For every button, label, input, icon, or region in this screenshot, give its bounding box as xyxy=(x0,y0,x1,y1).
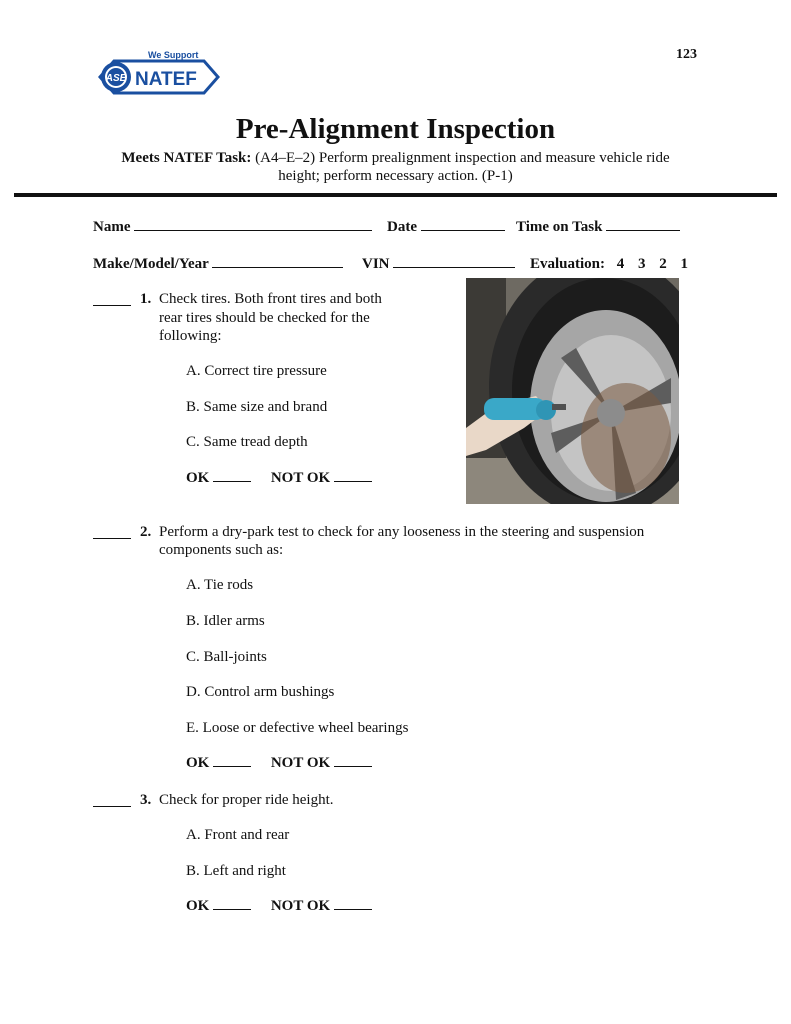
not-ok-label: NOT OK xyxy=(270,470,331,486)
item-2-number: 2. xyxy=(140,524,152,540)
task-text-1: (A4–E–2) Perform prealignment inspection and measure vehicle ride xyxy=(255,150,670,166)
not-ok-label: NOT OK xyxy=(270,755,331,771)
item-3-ok-line[interactable] xyxy=(213,908,251,910)
item-1-ok-row xyxy=(186,470,372,487)
item-2-line-1: Perform a dry-park test to check for any looseness in the steering and suspension xyxy=(159,524,645,540)
item-3-ok-row xyxy=(186,898,372,915)
ok-label: OK xyxy=(186,755,210,771)
item-1-not-ok-line[interactable] xyxy=(334,480,372,482)
task-line-2: height; perform necessary action. (P-1) xyxy=(278,168,513,184)
item-2-not-ok-line[interactable] xyxy=(334,765,372,767)
name-label: Name xyxy=(93,219,131,235)
date-label: Date xyxy=(387,219,417,235)
item-3-not-ok-line[interactable] xyxy=(334,908,372,910)
ase-badge-text: ASE xyxy=(105,73,127,84)
item-2-sub-d: D. Control arm bushings xyxy=(186,684,335,700)
item-2-sub-a: A. Tie rods xyxy=(186,577,254,593)
make-model-year-line[interactable] xyxy=(212,266,343,268)
natef-text: NATEF xyxy=(135,69,197,90)
page-number: 123 xyxy=(676,47,697,62)
item-1-line-1: Check tires. Both front tires and both xyxy=(159,291,382,307)
eval-score-4[interactable]: 4 xyxy=(616,256,625,272)
item-3-number: 3. xyxy=(140,792,152,808)
item-2-sub-b: B. Idler arms xyxy=(186,613,265,629)
tire-pressure-photo xyxy=(466,278,679,504)
item-1-number: 1. xyxy=(140,291,152,307)
item-1-sub-a: A. Correct tire pressure xyxy=(186,363,327,379)
item-2-line-2: components such as: xyxy=(159,542,284,558)
eval-score-1[interactable]: 1 xyxy=(680,256,689,272)
item-2-ok-row xyxy=(186,755,372,772)
page-title: Pre-Alignment Inspection xyxy=(235,113,556,145)
we-support-text: We Support xyxy=(148,50,199,60)
item-1-sub-c: C. Same tread depth xyxy=(186,434,308,450)
item-1-line-3: following: xyxy=(159,328,222,344)
evaluation-label: Evaluation: xyxy=(530,256,606,272)
horizontal-rule xyxy=(14,193,777,197)
item-1-sub-b: B. Same size and brand xyxy=(186,399,328,415)
make-model-year-field[interactable] xyxy=(93,256,343,273)
item-3-sub-b: B. Left and right xyxy=(186,863,286,879)
name-line[interactable] xyxy=(134,229,372,231)
eval-score-3[interactable]: 3 xyxy=(638,256,646,272)
item-3-sub-a: A. Front and rear xyxy=(186,827,290,843)
item-2-sub-c: C. Ball-joints xyxy=(186,649,267,665)
time-on-task-field[interactable] xyxy=(516,219,680,236)
not-ok-label: NOT OK xyxy=(270,898,331,914)
task-label: Meets NATEF Task: xyxy=(121,150,252,166)
vin-field[interactable] xyxy=(362,256,515,273)
item-3-line-1: Check for proper ride height. xyxy=(159,792,334,808)
date-field[interactable] xyxy=(387,219,505,236)
task-line-1 xyxy=(0,150,791,167)
item-1-check-blank[interactable] xyxy=(93,305,131,306)
item-2-ok-line[interactable] xyxy=(213,765,251,767)
evaluation-field xyxy=(530,256,688,273)
date-line[interactable] xyxy=(421,229,505,231)
vin-line[interactable] xyxy=(393,266,515,268)
natef-logo xyxy=(92,47,222,107)
item-3-check-blank[interactable] xyxy=(93,806,131,807)
time-on-task-label: Time on Task xyxy=(516,219,603,235)
time-on-task-line[interactable] xyxy=(606,229,680,231)
eval-score-2[interactable]: 2 xyxy=(659,256,667,272)
item-1-line-2: rear tires should be checked for the xyxy=(159,310,370,326)
make-model-year-label: Make/Model/Year xyxy=(93,256,209,272)
item-2-check-blank[interactable] xyxy=(93,538,131,539)
item-2-sub-e: E. Loose or defective wheel bearings xyxy=(186,720,409,736)
ok-label: OK xyxy=(186,898,210,914)
item-1-ok-line[interactable] xyxy=(213,480,251,482)
name-field[interactable] xyxy=(93,219,372,236)
vin-label: VIN xyxy=(362,256,390,272)
ok-label: OK xyxy=(186,470,210,486)
